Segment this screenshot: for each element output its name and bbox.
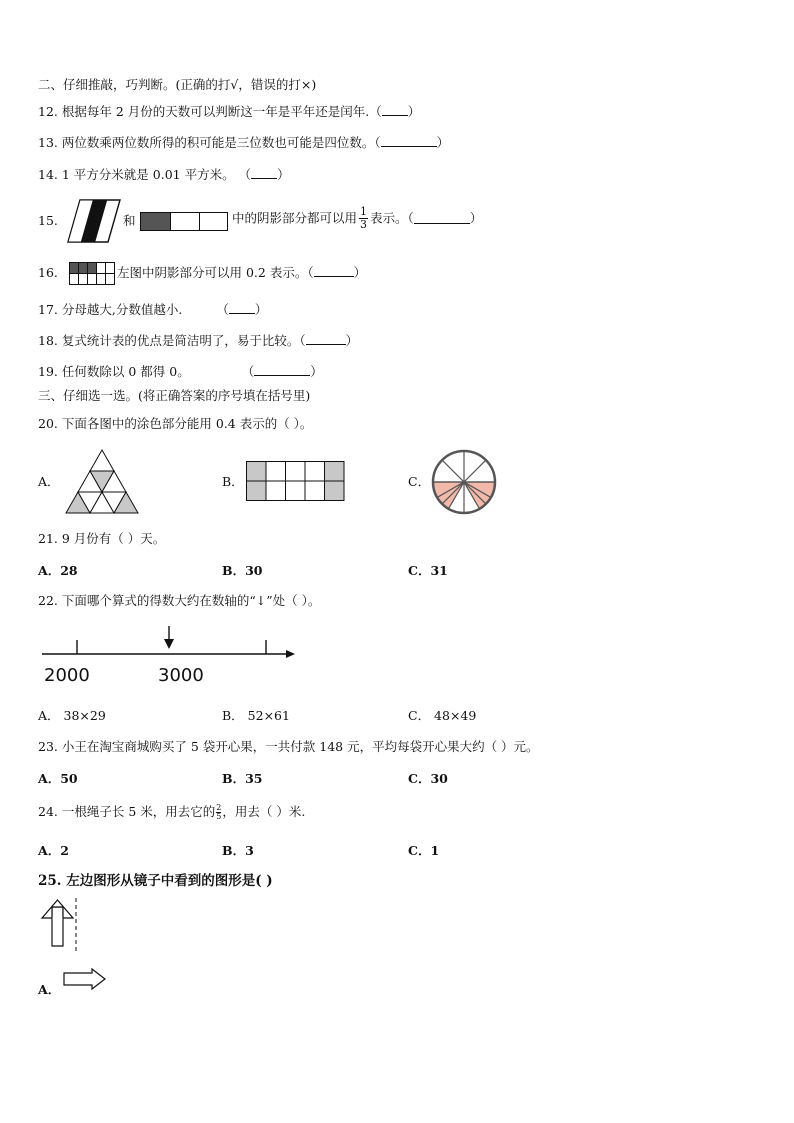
circle-sectors-figure	[430, 448, 498, 516]
question-12	[38, 104, 420, 120]
up-arrow-mirror-figure	[40, 898, 90, 954]
q13-answer-blank[interactable]	[381, 136, 437, 147]
q17-close: ）	[254, 302, 268, 317]
q22-number: 22.	[38, 593, 58, 608]
q14-number: 14.	[38, 167, 58, 182]
q17-text: 分母越大,分数值越小.	[61, 302, 183, 317]
question-21	[38, 531, 165, 547]
question-19	[38, 364, 323, 380]
rect-grid-figure	[246, 461, 346, 503]
q21-number: 21.	[38, 531, 58, 546]
q22-text: 下面哪个算式的得数大约在数轴的“↓”处（ ）。	[61, 593, 321, 608]
q15-number: 15.	[38, 213, 58, 228]
number-line-tick-3000: 3000	[158, 665, 204, 686]
q21-option-c[interactable]: C．31	[408, 563, 448, 578]
q16-number: 16.	[38, 265, 58, 280]
number-line-figure	[42, 624, 298, 660]
q14-answer-blank[interactable]	[251, 168, 277, 179]
q19-close: ）	[310, 364, 323, 379]
question-13	[38, 135, 449, 151]
q24-option-a[interactable]: A．2	[38, 843, 69, 858]
q19-number: 19.	[38, 364, 58, 379]
q14-text: 1 平方分米就是 0.01 平方米。 （	[61, 167, 252, 182]
q16-answer-blank[interactable]	[314, 266, 354, 277]
question-18	[38, 333, 358, 349]
section3-heading: 三、仔细选一选。(将正确答案的序号填在括号里)	[38, 388, 311, 403]
q24-text-a: 一根绳子长 5 米，用去它的	[61, 804, 216, 819]
q25-number: 25.	[38, 873, 62, 889]
q25-text: 左边图形从镜子中看到的图形是( )	[66, 873, 273, 889]
fraction-two-fifths: $\frac{2}{5}$	[216, 803, 222, 821]
q20-text: 下面各图中的涂色部分能用 0.4 表示的（ ）。	[61, 416, 313, 431]
q23-option-b[interactable]: B．35	[222, 771, 263, 786]
fraction-one-third: $\frac{1}{3}$	[360, 205, 368, 231]
q16-close: ）	[353, 265, 367, 280]
question-25	[38, 873, 273, 889]
q24-option-b[interactable]: B．3	[222, 843, 254, 858]
q12-number: 12.	[38, 104, 58, 119]
q17-answer-blank[interactable]	[229, 303, 255, 314]
q19-open: （	[241, 364, 255, 379]
number-line-tick-2000: 2000	[44, 665, 90, 686]
question-17	[38, 302, 267, 318]
q18-number: 18.	[38, 333, 58, 348]
question-24	[38, 804, 305, 821]
q19-text: 任何数除以 0 都得 0。	[61, 364, 190, 379]
q13-text: 两位数乘两位数所得的积可能是三位数也可能是四位数。（	[61, 135, 381, 150]
question-20	[38, 416, 312, 432]
question-14	[38, 167, 290, 183]
q22-option-b[interactable]: B． 52×61	[222, 708, 290, 723]
q12-close: ）	[407, 104, 421, 119]
triangle-grid-figure	[66, 449, 146, 515]
question-16	[117, 265, 366, 281]
question-22	[38, 593, 320, 609]
question-23	[38, 739, 539, 755]
q20-number: 20.	[38, 416, 58, 431]
q23-number: 23.	[38, 739, 58, 754]
q15-answer-blank[interactable]	[414, 213, 470, 224]
q18-answer-blank[interactable]	[306, 334, 346, 345]
rect-three-parts-figure	[140, 212, 230, 232]
q24-number: 24.	[38, 804, 58, 819]
q21-option-a[interactable]: A．28	[38, 563, 78, 578]
q20-option-c-label[interactable]: C．	[408, 474, 431, 489]
q23-option-c[interactable]: C．30	[408, 771, 448, 786]
q24-option-c[interactable]: C．1	[408, 843, 440, 858]
q15-and: 和	[123, 213, 136, 228]
q18-text: 复式统计表的优点是简洁明了，易于比较。（	[61, 333, 306, 348]
grid-2x5-figure	[69, 262, 115, 286]
q20-option-b-label[interactable]: B．	[222, 474, 244, 489]
section2-heading: 二、仔细推敲，巧判断。(正确的打√，错误的打×)	[38, 77, 317, 92]
q21-option-b[interactable]: B．30	[222, 563, 263, 578]
question-15	[232, 206, 482, 231]
q12-text: 根据每年 2 月份的天数可以判断这一年是平年还是闰年.（	[61, 104, 382, 119]
right-arrow-option-a-figure	[63, 968, 109, 992]
q25-option-a-label[interactable]: A．	[38, 982, 61, 997]
q19-answer-blank[interactable]	[254, 365, 310, 376]
q12-answer-blank[interactable]	[382, 105, 408, 116]
q17-open: （	[216, 302, 229, 317]
q18-close: ）	[345, 333, 359, 348]
q15-close: ）	[469, 210, 483, 226]
q16-text: 左图中阴影部分可以用 0.2 表示。（	[117, 265, 314, 280]
q20-option-a-label[interactable]: A．	[38, 474, 60, 489]
q13-number: 13.	[38, 135, 58, 150]
q23-option-a[interactable]: A．50	[38, 771, 78, 786]
q13-close: ）	[436, 135, 450, 150]
q22-option-a[interactable]: A． 38×29	[38, 708, 106, 723]
q15-text-b: 表示。（	[370, 210, 414, 226]
q22-option-c[interactable]: C． 48×49	[408, 708, 477, 723]
q21-text: 9 月份有（ ）天。	[61, 531, 166, 546]
q15-text-a: 中的阴影部分都可以用	[232, 210, 358, 226]
q24-text-b: ，用去（ ）米.	[222, 804, 306, 819]
parallelogram-figure	[66, 198, 122, 244]
q17-number: 17.	[38, 302, 58, 317]
q14-close: ）	[277, 167, 290, 182]
q23-text: 小王在淘宝商城购买了 5 袋开心果，一共付款 148 元，平均每袋开心果大约（ ）元。	[61, 739, 539, 754]
